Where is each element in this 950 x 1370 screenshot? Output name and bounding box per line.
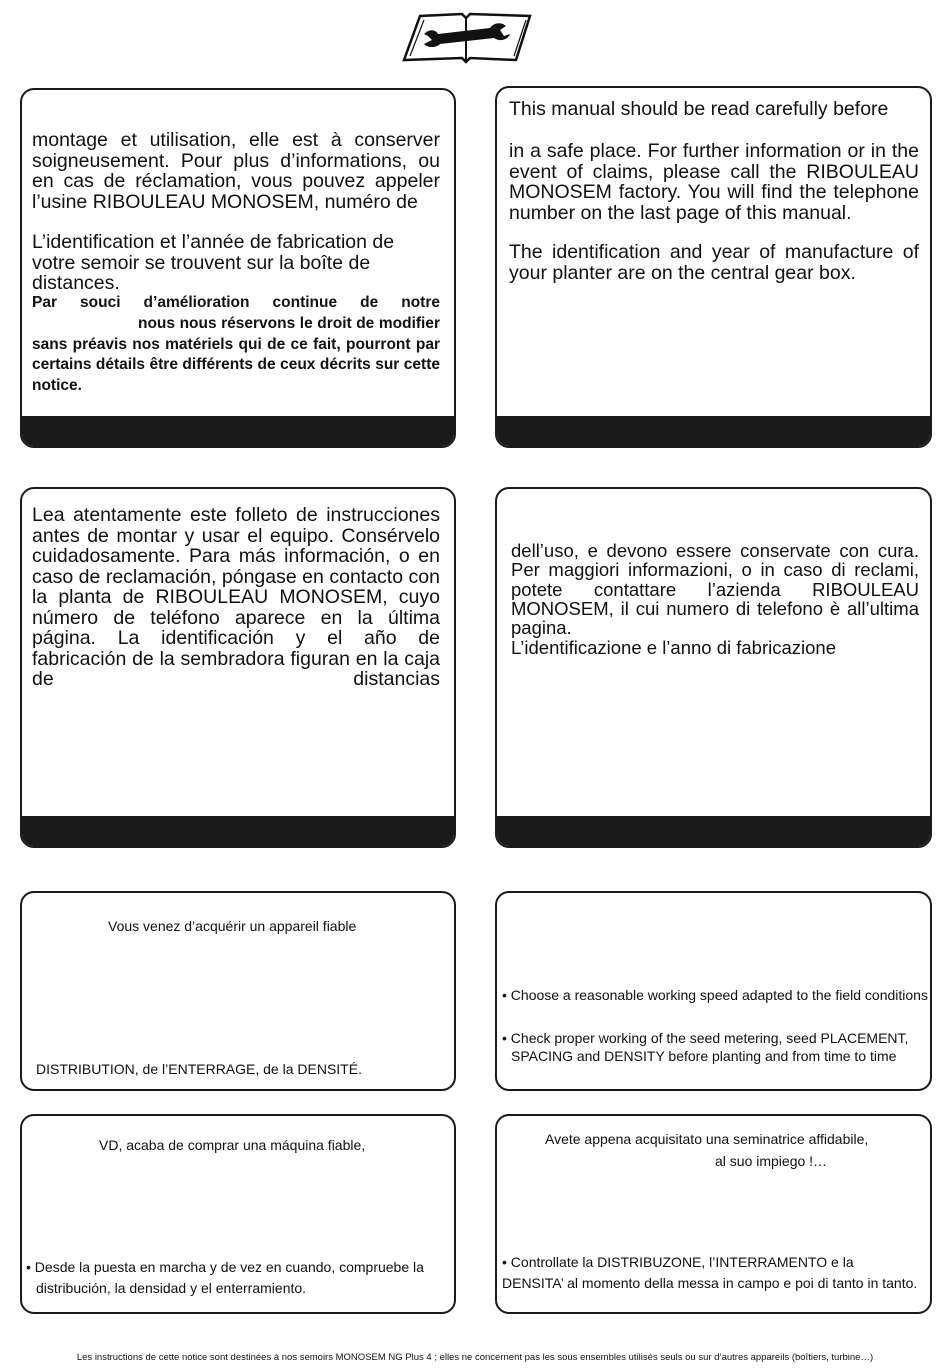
english-note-bullet2-line2: SPACING and DENSITY before planting and from time to time — [511, 1048, 897, 1064]
panel-footer-band — [495, 416, 932, 448]
spanish-note-bullet-line1: • Desde la puesta en marcha y de vez en cuando, compruebe la — [26, 1259, 424, 1275]
spanish-note-bullet-line2: distribución, la densidad y el enterramiento. — [36, 1280, 307, 1296]
italian-note-bullet-line1: • Controllate la DISTRIBUZONE, l’INTERRAMENTO e la — [502, 1254, 854, 1270]
italian-note-bullet-line2: DENSITA’ al momento della messa in campo e poi di tanto in tanto. — [502, 1275, 918, 1291]
panel-footer-band — [20, 816, 456, 848]
footer-note: Les instructions de cette notice sont destinées à nos semoirs MONOSEM NG Plus 4 ; elles ne concernent pas les sous ensembles utilisés seuls ou sur d’autres appareils (boîtiers, turbine…) — [76, 1351, 874, 1363]
spanish-note-line1: VD, acaba de comprar una máquina fiable, — [99, 1137, 366, 1153]
english-intro-panel — [495, 86, 932, 448]
italian-note-line2: al suo impiego !… — [715, 1153, 828, 1169]
french-note-line1: Vous venez d’acquérir un appareil fiable — [108, 918, 357, 934]
italian-intro-panel — [495, 487, 932, 848]
italian-identification-text: L’identificazione e l’anno di fabricazione — [511, 637, 836, 658]
english-note-bullet2-line1: • Check proper working of the seed metering, seed PLACEMENT, — [502, 1030, 909, 1046]
italian-reliable-note — [495, 1114, 932, 1314]
french-reliable-note — [20, 891, 456, 1091]
panel-footer-band — [20, 416, 456, 448]
italian-intro-text: dell’uso, e devono essere conservate con cura. Per maggiori informazioni, o in caso di reclami, potete contattare l’azienda RIBOULEAU MONOSEM, il cui numero di telefono è all’ultima pagina. — [511, 540, 919, 639]
book-wrench-icon — [400, 6, 534, 64]
english-note-bullet1: • Choose a reasonable working speed adapted to the field conditions — [502, 987, 928, 1003]
french-improvement-notice: nous nous réservons le droit de modifier sans préavis nos matériels qui de ce fait, pourront par certains détails être différents de ceux décrits sur cette notice. — [32, 315, 440, 394]
french-note-line2: DISTRIBUTION, de l’ENTERRAGE, de la DENSITÉ. — [36, 1061, 362, 1077]
french-improvement-notice-line1: Par souci d’amélioration continue de notre — [32, 294, 440, 311]
english-intro-text: This manual should be read carefully before — [509, 98, 889, 120]
english-operating-note — [495, 891, 932, 1091]
spanish-reliable-note — [20, 1114, 456, 1314]
english-storage-text: in a safe place. For further information or in the event of claims, please call the RIBOULEAU MONOSEM factory. You will find the telephone number on the last page of this manual. — [509, 140, 919, 224]
french-intro-text: montage et utilisation, elle est à conserver soigneusement. Pour plus d’informations, ou en cas de réclamation, vous pouvez appeler l’usine RIBOULEAU MONOSEM, numéro de — [32, 129, 440, 213]
spanish-intro-panel — [20, 487, 456, 848]
french-intro-panel — [20, 88, 456, 448]
english-identification-text: The identification and year of manufacture of your planter are on the central gear box. — [509, 241, 919, 284]
spanish-intro-text: Lea atentamente este folleto de instrucciones antes de montar y usar el equipo. Consérvelo cuidadosamente. Para más información, o en caso de reclamación, póngase en contacto con la planta de RIBOULEAU MONOSEM, cuyo número de teléfono aparece en la última página. La identificación y el año de fabricación de la sembradora figuran en la caja de distancias — [32, 504, 440, 690]
french-identification-text: L’identification et l’année de fabrication de votre semoir se trouvent sur la boîte de distances. — [32, 231, 395, 294]
italian-note-line1: Avete appena acquisitato una seminatrice affidabile, — [545, 1131, 869, 1147]
panel-footer-band — [495, 816, 932, 848]
